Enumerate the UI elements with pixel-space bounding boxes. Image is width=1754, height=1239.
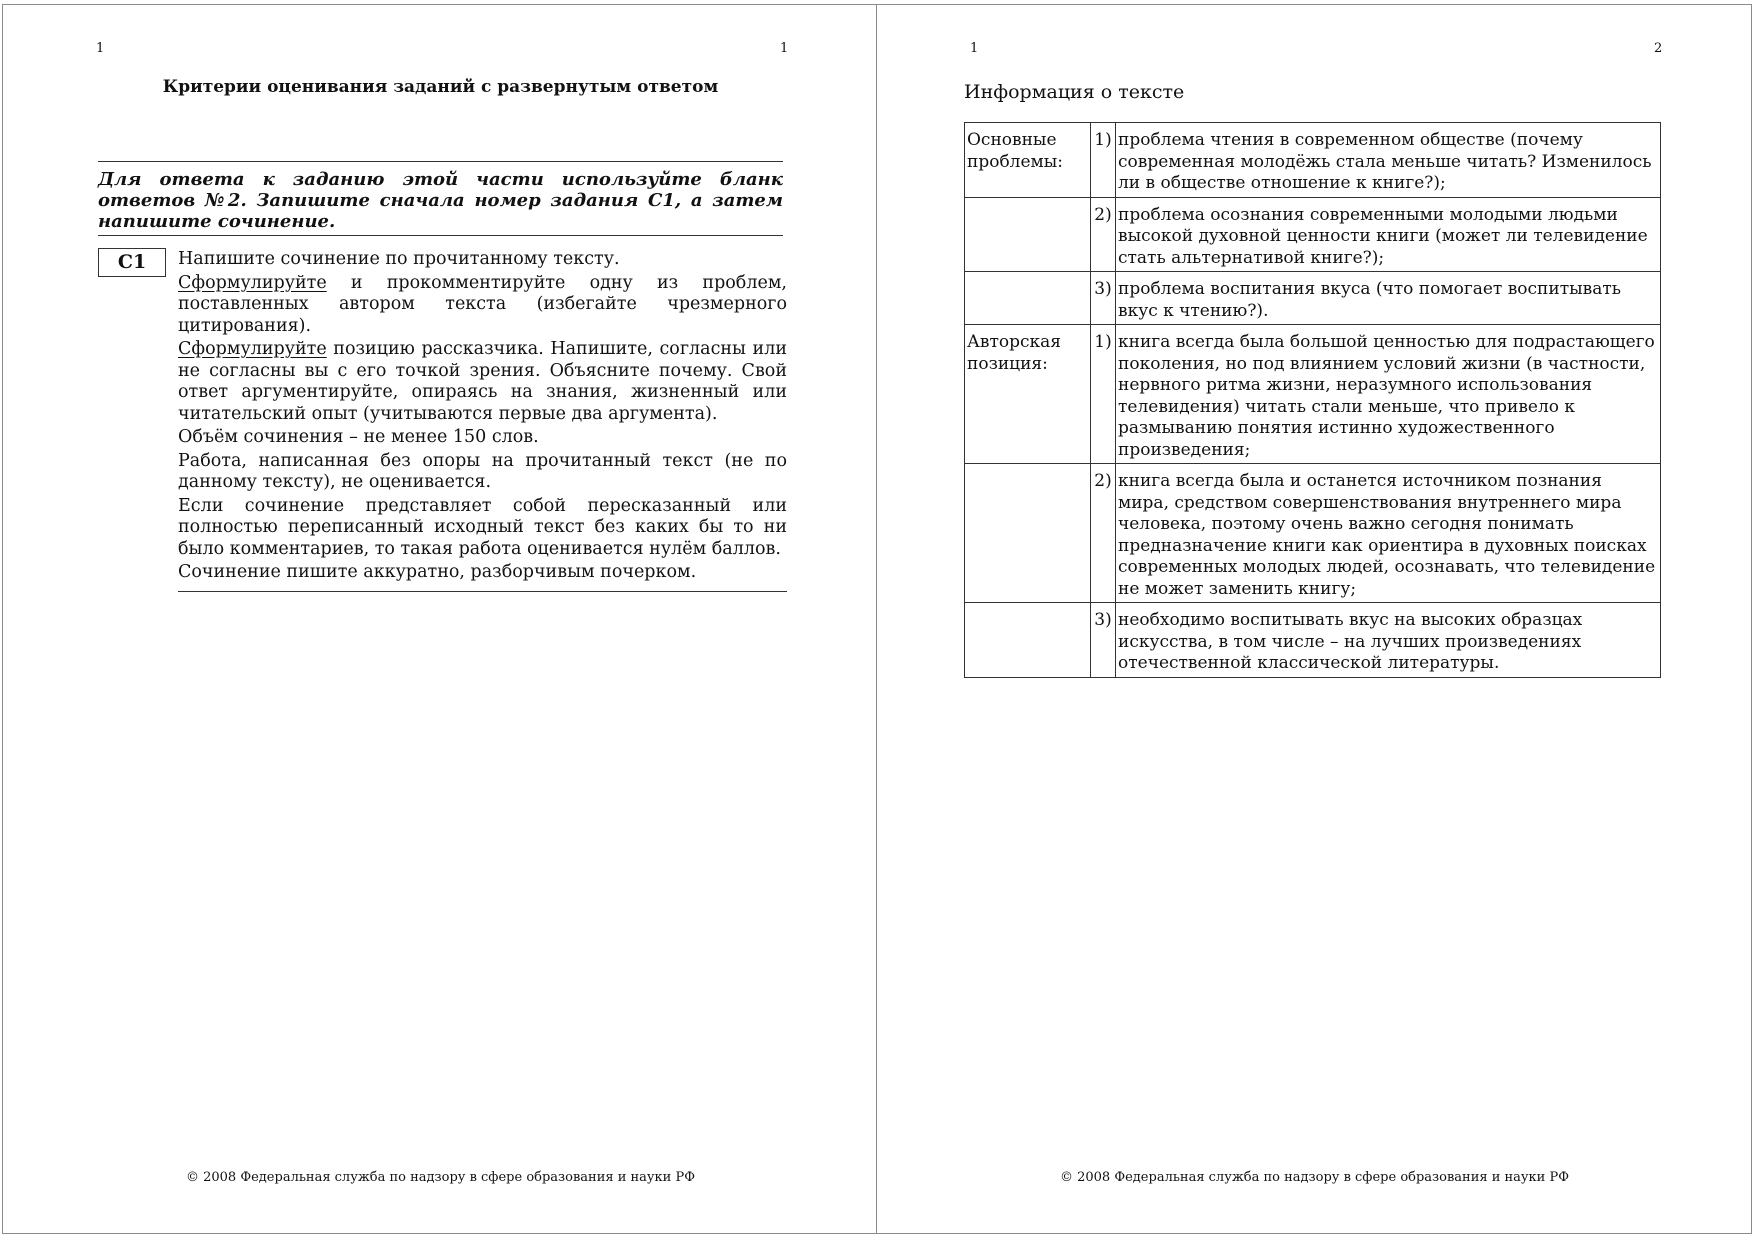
row-text: книга всегда была и останется источником познания мира, средством совершенствования внутреннего мира человека, поэтому очень важно сегодня понимать предназначение книги как ориентира в духовных поисках современных молодых людей, осознавать, что телевидение не может заменить книгу; (1116, 464, 1661, 603)
row-number: 1) (1091, 325, 1116, 464)
page-number-right: 1 (780, 41, 789, 56)
row-label (965, 272, 1091, 325)
row-number: 3) (1091, 272, 1116, 325)
row-label: Основные проблемы: (965, 123, 1091, 198)
copyright-footer: © 2008 Федеральная служба по надзору в сфере образования и науки РФ (185, 1170, 696, 1185)
left-page (2, 4, 877, 1234)
task-paragraph-text: и прокомментируйте одну из проблем, поставленных автором текста (избегайте чрезмерного цитирования). (178, 272, 787, 336)
row-label (965, 464, 1091, 603)
task-paragraph: Если сочинение представляет собой пересказанный или полностью переписанный исходный текст без каких бы то ни было комментариев, то такая работа оценивается нулём баллов. (178, 495, 787, 559)
row-label: Авторская позиция: (965, 325, 1091, 464)
task-paragraph: Объём сочинения – не менее 150 слов. (178, 427, 539, 447)
table-row (965, 464, 1661, 603)
underlined-word: Сформулируйте (178, 339, 327, 359)
row-number: 1) (1091, 123, 1116, 198)
page-number-right: 2 (1654, 41, 1663, 56)
text-info-table (964, 122, 1661, 678)
table-row (965, 325, 1661, 464)
row-text: проблема осознания современными молодыми людьми высокой духовной ценности книги (может ли телевидение стать альтернативой книге?); (1116, 197, 1661, 272)
table-row (965, 123, 1661, 198)
section-heading: Информация о тексте (964, 81, 1185, 103)
task-paragraph: Сочинение пишите аккуратно, разборчивым почерком. (178, 562, 697, 582)
row-text: книга всегда была большой ценностью для подрастающего поколения, но под влиянием условий жизни (в частности, нервного ритма жизни, неразумного использования телевидения) читать стали меньше, что привело к размыванию понятия истинно художественного произведения; (1116, 325, 1661, 464)
page-number-left: 1 (970, 41, 979, 56)
row-label (965, 603, 1091, 678)
task-paragraph: Работа, написанная без опоры на прочитанный текст (не по данному тексту), не оценивается. (178, 450, 787, 492)
task-paragraph: Напишите сочинение по прочитанному тексту. (178, 249, 620, 269)
underlined-word: Сформулируйте (178, 272, 327, 293)
task-paragraph-text: позицию рассказчика. Напишите, согласны или не согласны вы с его точкой зрения. Объясните почему. Свой ответ аргументируйте, опираясь на знания, жизненный или читательский опыт (учитываются первые два аргумента). (178, 339, 787, 424)
row-number: 3) (1091, 603, 1116, 678)
task-paragraph (178, 339, 787, 425)
task-paragraph (178, 273, 787, 338)
task-label-box: С1 (98, 248, 166, 277)
row-number: 2) (1091, 464, 1116, 603)
row-number: 2) (1091, 197, 1116, 272)
instruction-text: Для ответа к заданию этой части используйте бланк ответов №2. Запишите сначала номер задания С1, а затем напишите сочинение. (98, 161, 783, 236)
row-text: проблема чтения в современном обществе (почему современная молодёжь стала меньше читать? Изменилось ли в обществе отношение к книге?); (1116, 123, 1661, 198)
table-row (965, 197, 1661, 272)
row-label (965, 197, 1091, 272)
page-number-left: 1 (96, 41, 105, 56)
page-title: Критерии оценивания заданий с развернутым ответом (162, 77, 719, 97)
copyright-footer: © 2008 Федеральная служба по надзору в сфере образования и науки РФ (1059, 1170, 1570, 1185)
row-text: необходимо воспитывать вкус на высоких образцах искусства, в том числе – на лучших произведениях отечественной классической литературы. (1116, 603, 1661, 678)
task-body (178, 249, 787, 592)
table-row (965, 272, 1661, 325)
table-row (965, 603, 1661, 678)
right-page (877, 4, 1752, 1234)
row-text: проблема воспитания вкуса (что помогает воспитывать вкус к чтению?). (1116, 272, 1661, 325)
